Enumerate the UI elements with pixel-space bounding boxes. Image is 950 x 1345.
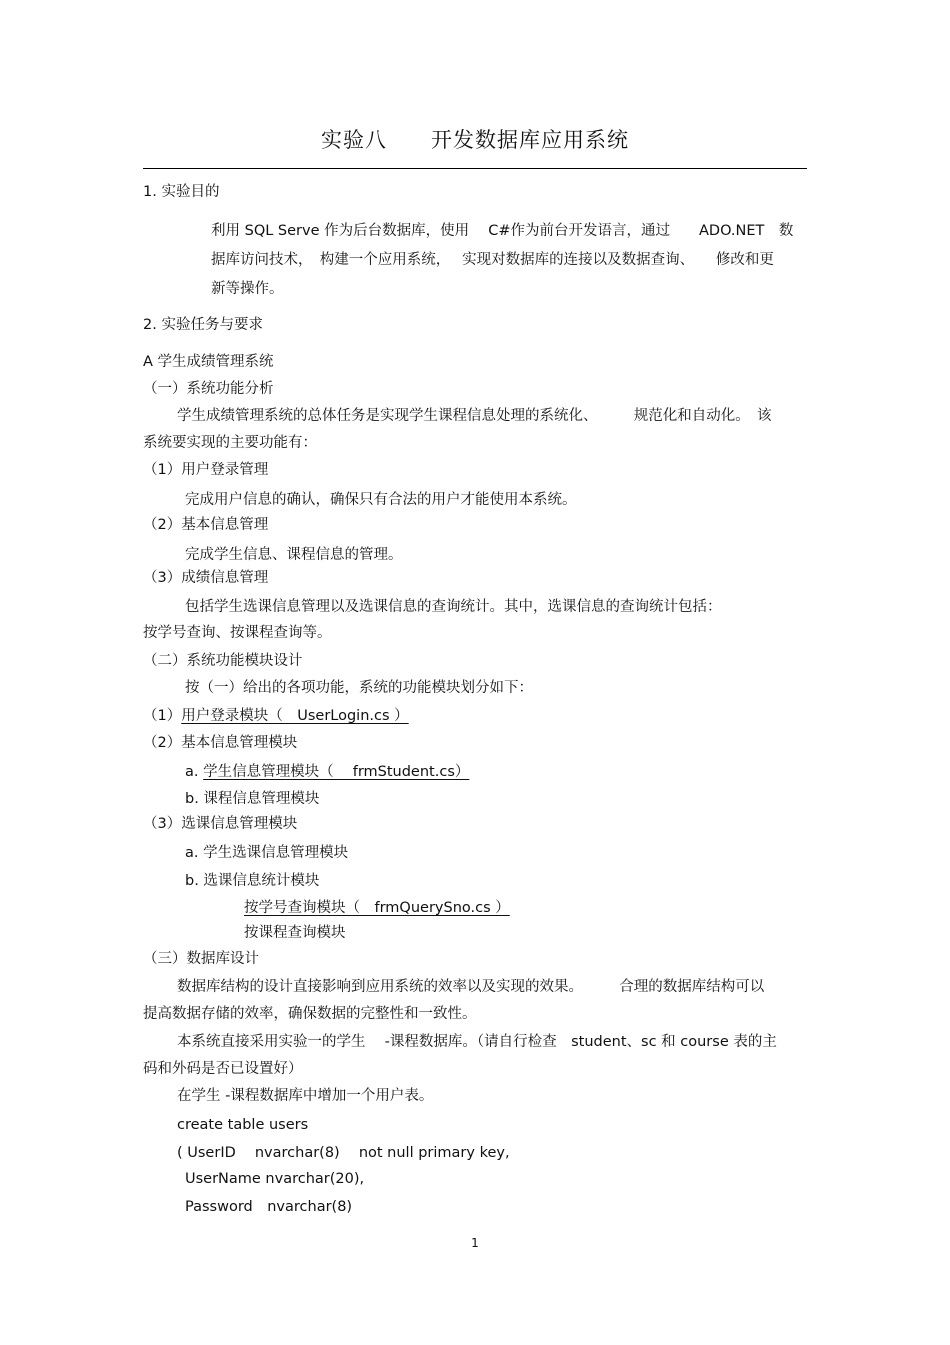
- paragraph-line: 数据库结构的设计直接影响到应用系统的效率以及实现的效果。 合理的数据库结构可以: [177, 979, 765, 995]
- paragraph-line: 按（一）给出的各项功能，系统的功能模块划分如下：: [185, 680, 533, 696]
- code-line: Password nvarchar(8): [185, 1199, 353, 1215]
- page-number: 1: [471, 1236, 479, 1250]
- list-item: （1）用户登录管理: [143, 462, 269, 478]
- module-userlogin: 用户登录模块（ UserLogin.cs ）: [181, 708, 409, 724]
- paragraph-line: 完成用户信息的确认，确保只有合法的用户才能使用本系统。: [185, 492, 577, 508]
- code-line: UserName nvarchar(20),: [185, 1171, 365, 1187]
- subsection-heading: （三）数据库设计: [143, 951, 259, 967]
- paragraph-line: 包括学生选课信息管理以及选课信息的查询统计。其中，选课信息的查询统计包括：: [185, 599, 722, 615]
- subsection-heading: （一）系统功能分析: [143, 381, 274, 397]
- paragraph-line: 新等操作。: [211, 281, 284, 297]
- paragraph-line: 按学号查询、按课程查询等。: [143, 625, 332, 641]
- title-rule: [143, 168, 807, 169]
- list-item: （3）成绩信息管理: [143, 570, 269, 586]
- paragraph-line: 系统要实现的主要功能有：: [143, 435, 317, 451]
- paragraph-line: 码和外码是否已设置好）: [143, 1061, 303, 1077]
- paragraph-line: 完成学生信息、课程信息的管理。: [185, 547, 403, 563]
- paragraph-line: 在学生 -课程数据库中增加一个用户表。: [177, 1088, 434, 1104]
- list-item: a. 学生选课信息管理模块: [185, 845, 349, 861]
- list-item: [143, 706, 409, 726]
- code-line: create table users: [177, 1117, 309, 1133]
- list-item: （2）基本信息管理: [143, 517, 269, 533]
- paragraph-line: 本系统直接采用实验一的学生 -课程数据库。（请自行检查 student、sc 和 course 表的主: [177, 1034, 777, 1050]
- section-heading: 1. 实验目的: [143, 184, 220, 200]
- paragraph-line: 提高数据存储的效率，确保数据的完整性和一致性。: [143, 1006, 477, 1022]
- paragraph-line: 利用 SQL Serve 作为后台数据库，使用 C#作为前台开发语言，通过 ADO.NET 数: [211, 223, 794, 239]
- module-frmstudent: 学生信息管理模块（ frmStudent.cs）: [203, 764, 470, 780]
- list-item-letter: a.: [185, 764, 204, 780]
- list-item: [185, 762, 469, 782]
- list-item: b. 选课信息统计模块: [185, 873, 320, 889]
- page-title: 实验八 开发数据库应用系统: [321, 128, 629, 152]
- paragraph-line: 学生成绩管理系统的总体任务是实现学生课程信息处理的系统化、 规范化和自动化。 该: [177, 408, 772, 424]
- paragraph-line: 据库访问技术， 构建一个应用系统， 实现对数据库的连接以及数据查询、 修改和更: [211, 252, 774, 268]
- section-heading: 2. 实验任务与要求: [143, 317, 263, 333]
- list-item: b. 课程信息管理模块: [185, 791, 320, 807]
- subsection-heading: A 学生成绩管理系统: [143, 354, 274, 370]
- list-item: （3）选课信息管理模块: [143, 816, 298, 832]
- list-item-number: （1）: [143, 708, 182, 724]
- list-item: （2）基本信息管理模块: [143, 735, 298, 751]
- list-item: 按课程查询模块: [244, 925, 346, 941]
- subsection-heading: （二）系统功能模块设计: [143, 653, 303, 669]
- module-frmquerysno: 按学号查询模块（ frmQuerySno.cs ）: [244, 900, 510, 916]
- code-line: ( UserID nvarchar(8) not null primary key,: [177, 1145, 510, 1161]
